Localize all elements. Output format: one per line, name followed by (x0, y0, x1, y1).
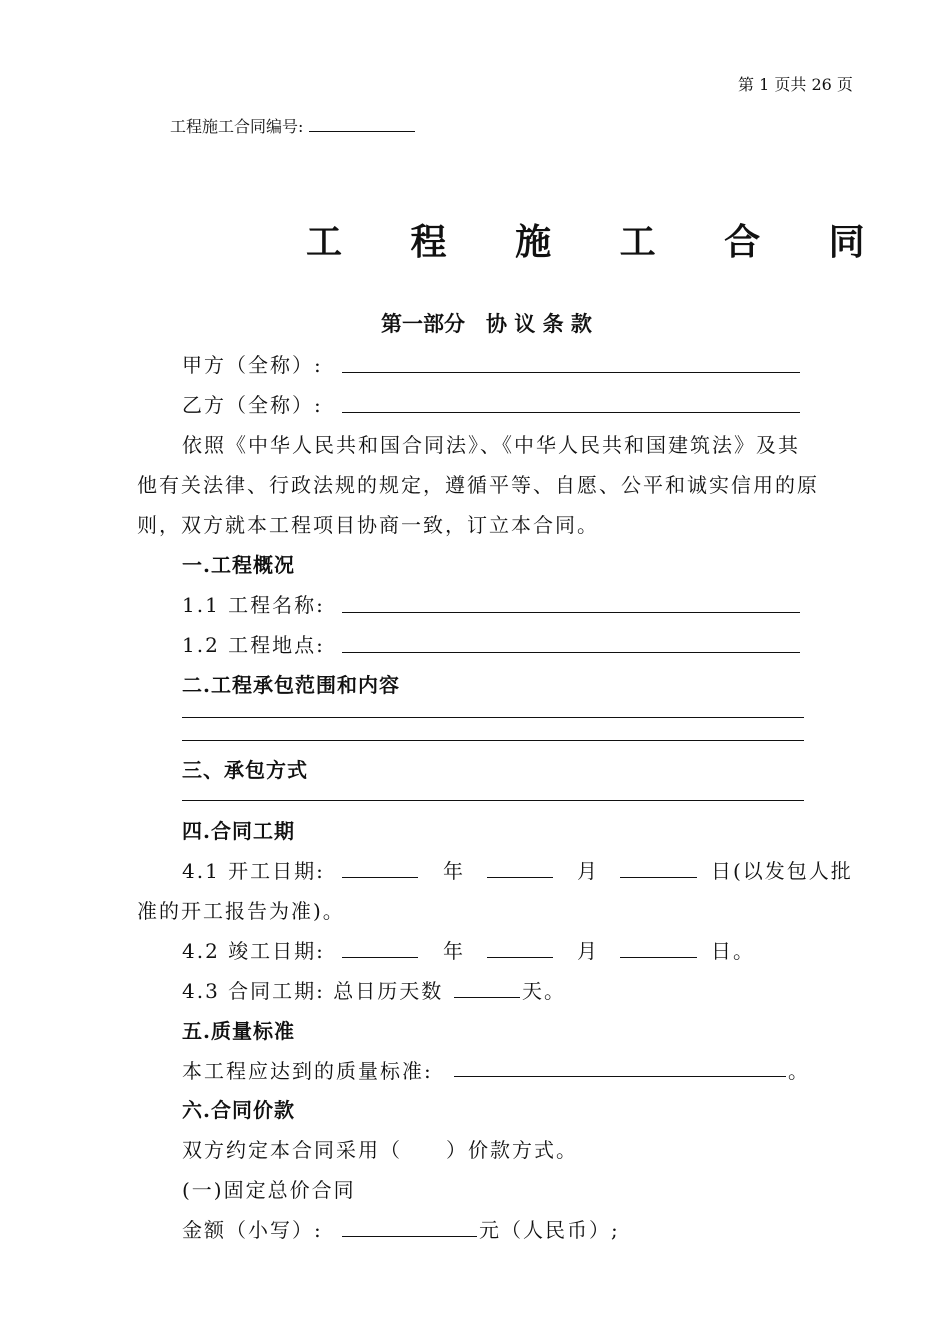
section-5-heading: 五.质量标准 (182, 1019, 295, 1043)
duration-days-blank[interactable] (454, 997, 520, 998)
amount-blank[interactable] (342, 1236, 477, 1237)
party-a-blank[interactable] (342, 372, 800, 373)
scope-blank-2[interactable] (182, 740, 804, 741)
completion-month-unit: 月 (577, 939, 599, 963)
completion-date-label: 4.2 竣工日期: (182, 939, 325, 963)
preamble-line-3: 则，双方就本工程项目协商一致，订立本合同。 (137, 513, 599, 537)
price-method-text: 双方约定本合同采用（ ）价款方式。 (182, 1138, 578, 1162)
party-a-label: 甲方（全称）: (182, 353, 323, 377)
contract-number-label: 工程施工合同编号: (170, 117, 304, 136)
project-location-blank[interactable] (342, 652, 800, 653)
scope-blank-1[interactable] (182, 717, 804, 718)
fixed-price-heading: (一)固定总价合同 (182, 1178, 356, 1202)
project-location-label: 1.2 工程地点: (182, 633, 325, 657)
completion-month-blank[interactable] (487, 957, 553, 958)
completion-year-unit: 年 (443, 939, 465, 963)
start-year-blank[interactable] (342, 877, 418, 878)
start-month-unit: 月 (577, 859, 599, 883)
quality-standard-label: 本工程应达到的质量标准: (182, 1059, 433, 1083)
amount-label: 金额（小写）: (182, 1218, 323, 1242)
amount-tail: 元（人民币）; (479, 1218, 620, 1242)
preamble-line-1: 依照《中华人民共和国合同法》、《中华人民共和国建筑法》及其 (182, 433, 800, 457)
project-name-label: 1.1 工程名称: (182, 593, 325, 617)
duration-label: 4.3 合同工期: 总日历天数 (182, 979, 444, 1003)
start-date-label: 4.1 开工日期: (182, 859, 325, 883)
party-b-label: 乙方（全称）: (182, 393, 323, 417)
start-date-continued: 准的开工报告为准)。 (137, 899, 345, 923)
document-title: 工 程 施 工 合 同 (306, 221, 893, 263)
completion-day-blank[interactable] (620, 957, 697, 958)
part-one-heading: 第一部分 协 议 条 款 (381, 311, 592, 336)
contract-number-blank[interactable] (309, 111, 415, 132)
quality-standard-end: 。 (788, 1059, 810, 1083)
section-4-heading: 四.合同工期 (182, 819, 295, 843)
section-6-heading: 六.合同价款 (182, 1098, 295, 1122)
start-month-blank[interactable] (487, 877, 553, 878)
section-2-heading: 二.工程承包范围和内容 (182, 673, 400, 697)
contract-method-blank[interactable] (182, 800, 804, 801)
party-b-blank[interactable] (342, 412, 800, 413)
project-name-blank[interactable] (342, 612, 800, 613)
completion-date-tail: 日。 (711, 939, 755, 963)
start-year-unit: 年 (443, 859, 465, 883)
start-date-tail: 日(以发包人批 (711, 859, 853, 883)
duration-tail: 天。 (522, 979, 566, 1003)
page-number: 第 1 页共 26 页 (738, 75, 853, 94)
section-3-heading: 三、承包方式 (182, 758, 308, 782)
preamble-line-2: 他有关法律、行政法规的规定，遵循平等、自愿、公平和诚实信用的原 (137, 473, 819, 497)
start-day-blank[interactable] (620, 877, 697, 878)
quality-standard-blank[interactable] (454, 1076, 786, 1077)
completion-year-blank[interactable] (342, 957, 418, 958)
section-1-heading: 一.工程概况 (182, 553, 295, 577)
contract-number (170, 111, 415, 137)
